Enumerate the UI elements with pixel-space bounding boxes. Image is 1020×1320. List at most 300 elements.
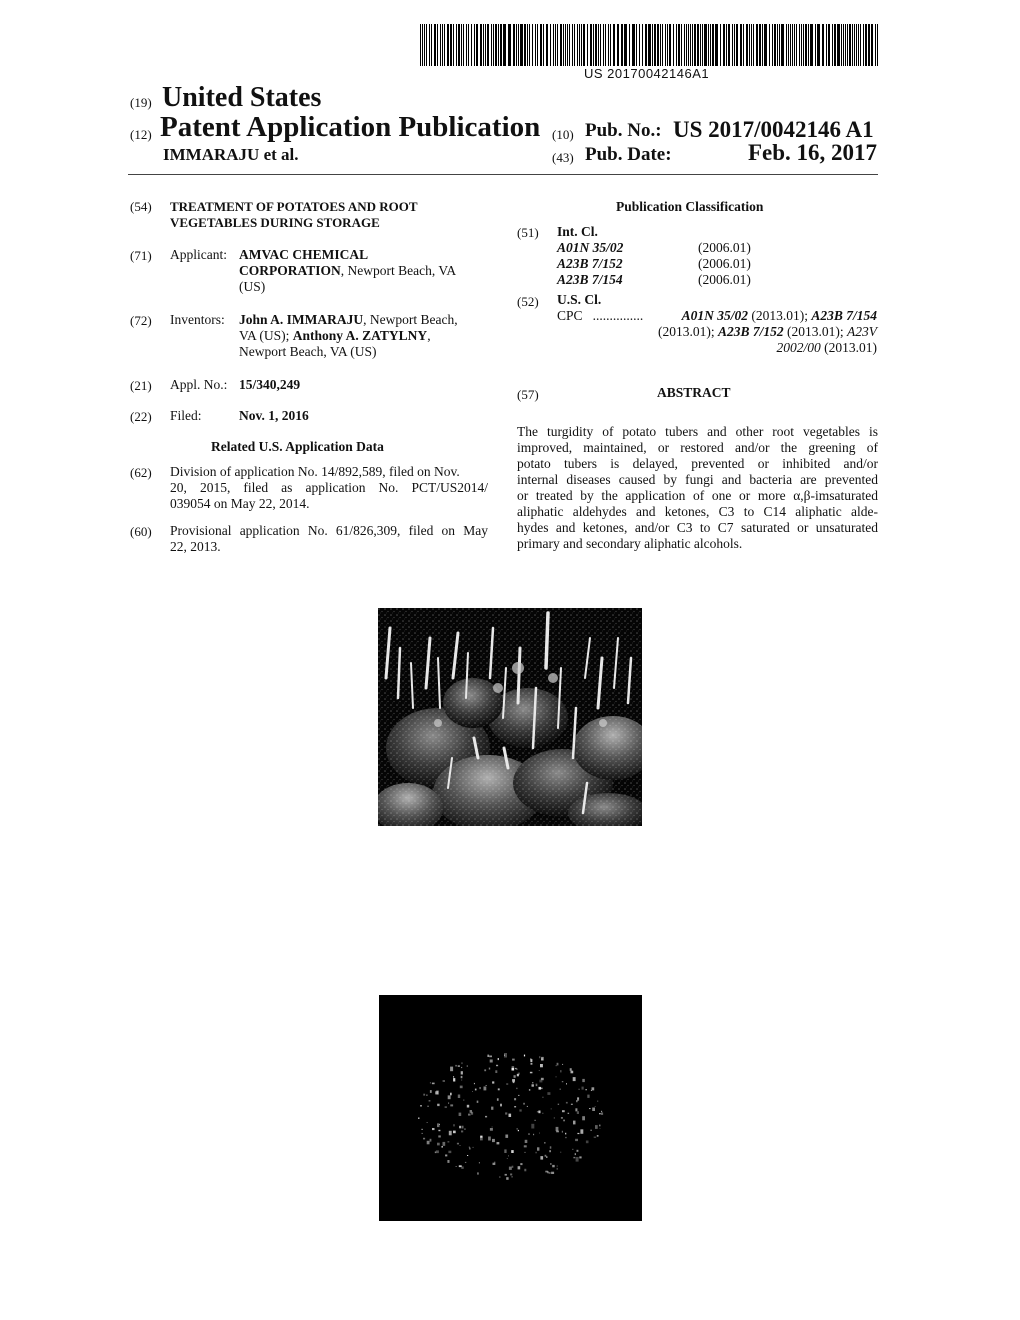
speckle xyxy=(458,1095,460,1099)
speckle xyxy=(516,1068,517,1070)
barcode-bar xyxy=(828,24,830,66)
barcode-bar xyxy=(843,24,844,66)
barcode-bar xyxy=(665,24,666,66)
speckle xyxy=(500,1104,502,1107)
speckle xyxy=(453,1076,454,1078)
barcode-bar xyxy=(854,24,855,66)
speckle xyxy=(560,1152,561,1153)
code-51: (51) xyxy=(517,225,539,240)
speckle xyxy=(579,1156,581,1158)
barcode-bar xyxy=(817,24,820,66)
speckle xyxy=(469,1147,470,1148)
speckle xyxy=(519,1109,521,1111)
barcode-bar xyxy=(553,24,554,66)
barcode-bar xyxy=(537,24,538,66)
speckle xyxy=(422,1133,423,1134)
speckle xyxy=(533,1134,534,1135)
barcode-bar xyxy=(772,24,773,66)
barcode-bar xyxy=(632,24,635,66)
barcode-bar xyxy=(639,24,640,66)
inventor-post-2: , xyxy=(427,328,431,343)
speckle xyxy=(432,1083,435,1085)
speckle xyxy=(577,1150,579,1152)
speckle xyxy=(573,1077,576,1081)
speckle xyxy=(544,1142,545,1144)
barcode-bar xyxy=(684,24,685,66)
speckle xyxy=(490,1128,493,1131)
barcode-bar xyxy=(500,24,502,66)
speckle xyxy=(552,1165,555,1167)
barcode-bar xyxy=(822,24,824,66)
speckle xyxy=(597,1101,598,1102)
speckle xyxy=(488,1137,491,1141)
int-cl-date-3: (2006.01) xyxy=(698,272,751,287)
speckle xyxy=(448,1141,450,1142)
barcode-bar xyxy=(555,24,556,66)
speckle xyxy=(461,1076,463,1078)
barcode-bar xyxy=(503,24,506,66)
speckle xyxy=(589,1108,591,1109)
barcode-bar xyxy=(694,24,696,66)
speckle xyxy=(450,1093,452,1096)
barcode-bar xyxy=(700,24,701,66)
speckle xyxy=(580,1129,583,1134)
barcode-bar xyxy=(468,24,469,66)
speckle xyxy=(540,1064,543,1067)
speckle xyxy=(447,1160,449,1163)
barcode-bar xyxy=(688,24,689,66)
speckle xyxy=(450,1067,453,1072)
speckle xyxy=(550,1163,551,1165)
speckle xyxy=(594,1137,596,1139)
speckle xyxy=(473,1147,474,1148)
speckle xyxy=(495,1070,497,1073)
speckle xyxy=(506,1177,508,1180)
speckle xyxy=(489,1068,490,1070)
speckle xyxy=(527,1106,528,1107)
speckle xyxy=(420,1105,422,1106)
potato-section-image xyxy=(379,995,642,1221)
barcode-bar xyxy=(781,24,784,66)
barcode-bar xyxy=(610,24,611,66)
speckle xyxy=(595,1106,596,1107)
barcode-bar xyxy=(429,24,430,66)
speckle xyxy=(599,1125,601,1127)
barcode-bar xyxy=(493,24,494,66)
speckle xyxy=(465,1162,466,1163)
speckle xyxy=(421,1129,422,1130)
speckle xyxy=(531,1124,534,1129)
speckle xyxy=(430,1090,432,1093)
speckle xyxy=(556,1066,557,1067)
barcode-bar xyxy=(796,24,797,66)
speckle xyxy=(427,1122,428,1123)
barcode-bar xyxy=(463,24,464,66)
speckle xyxy=(582,1116,585,1120)
speckle xyxy=(458,1065,460,1067)
barcode-bar xyxy=(868,24,870,66)
code-54: (54) xyxy=(130,199,152,214)
speckle xyxy=(506,1083,508,1085)
provisional-line-1: Provisional application No. 61/826,309, filed on May xyxy=(170,523,488,538)
barcode-bar xyxy=(431,24,432,66)
speckle xyxy=(469,1148,470,1150)
speckle xyxy=(461,1067,462,1068)
speckle xyxy=(582,1079,585,1082)
speckle xyxy=(512,1166,514,1168)
barcode-bar xyxy=(786,24,787,66)
speckle xyxy=(430,1139,432,1142)
speckle xyxy=(467,1155,468,1156)
barcode-bar xyxy=(704,24,707,66)
code-10: (10) xyxy=(552,127,574,142)
barcode-bar xyxy=(577,24,578,66)
speckle xyxy=(562,1064,563,1065)
barcode-bar xyxy=(676,24,677,66)
code-22: (22) xyxy=(130,409,152,424)
int-cl-label: Int. Cl. xyxy=(557,224,598,239)
barcode-bar xyxy=(485,24,486,66)
speckle xyxy=(562,1110,565,1112)
cpc-class-1: A01N 35/02 xyxy=(681,308,748,323)
speckle xyxy=(490,1060,493,1063)
speckle xyxy=(456,1166,457,1167)
barcode-bar xyxy=(590,24,592,66)
speckle xyxy=(577,1111,579,1114)
speckle xyxy=(432,1128,435,1130)
barcode-bar xyxy=(712,24,714,66)
speckle xyxy=(498,1088,500,1090)
speckle xyxy=(514,1075,516,1078)
speckle xyxy=(497,1142,500,1144)
speckle xyxy=(539,1133,540,1134)
cpc-dots: ............... xyxy=(592,308,644,323)
speckle xyxy=(573,1157,575,1158)
barcode-bar xyxy=(690,24,691,66)
barcode-bar xyxy=(461,24,462,66)
speckle xyxy=(537,1111,539,1112)
barcode-bar xyxy=(734,24,735,66)
speckle xyxy=(492,1081,494,1083)
speckle xyxy=(560,1070,562,1072)
speckle xyxy=(489,1056,492,1058)
speckle xyxy=(428,1106,429,1107)
speckle xyxy=(474,1083,475,1084)
barcode-bar xyxy=(697,24,699,66)
speckle xyxy=(577,1133,579,1134)
speckle xyxy=(511,1150,514,1153)
speckle xyxy=(571,1071,574,1074)
cpc-date-4: (2013.01) xyxy=(824,340,877,355)
speckle xyxy=(573,1121,576,1125)
abstract-line-6: aliphatic aldehydes and ketones, C3 to C14 aliphatic alde- xyxy=(517,504,878,519)
speckle xyxy=(436,1150,439,1153)
speckle xyxy=(426,1095,427,1096)
speckle xyxy=(423,1094,425,1096)
speckle xyxy=(499,1176,500,1178)
cpc-class-3: A23B 7/152 xyxy=(717,324,784,339)
speckle xyxy=(518,1095,519,1096)
speckle xyxy=(512,1079,515,1082)
barcode-bar xyxy=(847,24,848,66)
barcode-bar xyxy=(426,24,427,66)
speckle xyxy=(520,1163,522,1165)
speckle xyxy=(477,1172,479,1174)
int-cl-class-3: A23B 7/154 xyxy=(557,272,623,287)
barcode-bar xyxy=(508,24,511,66)
speckle xyxy=(547,1171,548,1173)
speckle xyxy=(529,1089,530,1091)
speckle xyxy=(525,1152,526,1153)
speckle xyxy=(566,1083,567,1084)
speckle xyxy=(597,1135,599,1137)
barcode-bar xyxy=(474,24,475,66)
barcode-bar xyxy=(587,24,588,66)
speckle xyxy=(536,1085,537,1086)
applicant-address: , Newport Beach, VA xyxy=(340,263,457,278)
pub-date-label: Pub. Date: xyxy=(585,144,672,165)
speckle xyxy=(468,1114,471,1116)
speckle xyxy=(599,1113,601,1114)
barcode-bar xyxy=(560,24,562,66)
barcode-bar xyxy=(569,24,570,66)
speckle xyxy=(549,1150,551,1152)
barcode-bar xyxy=(629,24,630,66)
speckle xyxy=(534,1120,535,1121)
barcode-bar xyxy=(858,24,859,66)
related-data-title: Related U.S. Application Data xyxy=(211,439,384,454)
filed-label: Filed: xyxy=(170,408,202,423)
barcode-bar xyxy=(728,24,730,66)
speckle xyxy=(497,1098,499,1101)
speckle xyxy=(427,1141,430,1145)
barcode-bar xyxy=(790,24,791,66)
speckle xyxy=(556,1076,557,1077)
speckle xyxy=(530,1059,532,1062)
barcode-bar xyxy=(708,24,709,66)
speckle xyxy=(453,1078,455,1081)
speckle xyxy=(563,1120,564,1122)
barcode-bar xyxy=(543,24,544,66)
speckle xyxy=(438,1135,441,1137)
barcode-bar xyxy=(779,24,780,66)
barcode-bar xyxy=(815,24,816,66)
barcode-bar xyxy=(608,24,609,66)
speckle xyxy=(460,1086,463,1089)
barcode-bar xyxy=(875,24,876,66)
speckle xyxy=(550,1146,552,1148)
barcode-bar xyxy=(527,24,528,66)
speckle xyxy=(524,1169,526,1172)
speckle xyxy=(491,1107,493,1110)
code-43: (43) xyxy=(552,150,574,165)
speckle xyxy=(512,1059,515,1061)
speckle xyxy=(475,1089,477,1091)
speckle xyxy=(557,1168,558,1170)
barcode-bar xyxy=(574,24,575,66)
speckle xyxy=(582,1087,584,1090)
barcode-bar xyxy=(834,24,836,66)
applicant-name-1: AMVAC CHEMICAL xyxy=(239,247,369,262)
barcode-bar xyxy=(422,24,423,66)
barcode-bar xyxy=(710,24,711,66)
cpc-date-3: (2013.01); xyxy=(787,324,844,339)
barcode-bar xyxy=(788,24,789,66)
abstract-line-1: The turgidity of potato tubers and other root vegetables is xyxy=(517,424,878,439)
barcode-bar xyxy=(617,24,619,66)
barcode-graphic xyxy=(420,24,878,66)
barcode-bar xyxy=(799,24,800,66)
speckle xyxy=(484,1087,487,1091)
title-line-2: VEGETABLES DURING STORAGE xyxy=(170,215,380,230)
barcode-bar xyxy=(565,24,566,66)
cpc-date-1: (2013.01); xyxy=(751,308,808,323)
speckle xyxy=(566,1102,568,1104)
abstract-line-4: internal diseases caused by fungi and bacteria are prevented xyxy=(517,472,878,487)
barcode-bar xyxy=(732,24,733,66)
speckle xyxy=(601,1112,603,1115)
int-cl-date-2: (2006.01) xyxy=(698,256,751,271)
speckle xyxy=(595,1125,598,1129)
inventor-line-3: Newport Beach, VA (US) xyxy=(239,344,377,359)
barcode-bar xyxy=(532,24,533,66)
cpc-line-1 xyxy=(557,308,877,324)
speckle xyxy=(579,1089,580,1090)
speckle xyxy=(556,1127,559,1131)
speckle xyxy=(586,1141,589,1144)
speckle xyxy=(562,1131,563,1133)
speckle xyxy=(565,1133,566,1135)
barcode-bar xyxy=(437,24,438,66)
speckle xyxy=(467,1105,469,1108)
speckle xyxy=(514,1098,516,1100)
speckle xyxy=(517,1128,518,1130)
speckle xyxy=(558,1104,559,1105)
speckle xyxy=(551,1109,552,1110)
speckle xyxy=(566,1137,567,1138)
barcode-bar xyxy=(660,24,661,66)
speckle xyxy=(498,1058,499,1060)
speckle xyxy=(540,1156,543,1160)
inventors-label: Inventors: xyxy=(170,312,225,327)
inventor-line-2 xyxy=(239,328,431,344)
barcode-bar xyxy=(865,24,867,66)
barcode-bar xyxy=(603,24,604,66)
barcode-bar xyxy=(424,24,425,66)
barcode-bar xyxy=(583,24,585,66)
division-line-1: Division of application No. 14/892,589, filed on Nov. xyxy=(170,464,460,479)
cpc-line-3 xyxy=(557,340,877,356)
speckle xyxy=(570,1068,572,1071)
speckle xyxy=(448,1095,451,1099)
pub-no: US 2017/0042146 A1 xyxy=(673,117,874,142)
speckle xyxy=(435,1152,436,1154)
barcode-bar xyxy=(753,24,754,66)
applicant-line-2 xyxy=(239,263,456,279)
speckle xyxy=(509,1114,512,1117)
provisional-line-2: 22, 2013. xyxy=(170,539,221,554)
barcode-bar xyxy=(444,24,445,66)
cpc-prefix xyxy=(557,308,643,324)
speckle xyxy=(512,1176,513,1177)
speckle xyxy=(505,1112,507,1114)
speckle xyxy=(486,1085,487,1086)
division-line-3: 039054 on May 22, 2014. xyxy=(170,496,310,511)
barcode-bar xyxy=(863,24,864,66)
barcode-bar xyxy=(621,24,623,66)
barcode-bar xyxy=(420,24,421,66)
barcode-bar xyxy=(605,24,606,66)
speckle xyxy=(467,1065,468,1066)
speckle xyxy=(438,1130,440,1131)
barcode-bar xyxy=(849,24,851,66)
speckle xyxy=(441,1146,443,1148)
speckle xyxy=(556,1131,559,1133)
country-title: United States xyxy=(162,82,322,113)
speckle xyxy=(463,1100,464,1101)
speckle xyxy=(512,1068,515,1071)
barcode-bar xyxy=(567,24,568,66)
barcode-bar xyxy=(581,24,582,66)
abstract-line-5: or treated by the application of one or more α,β-imsaturated xyxy=(517,488,878,503)
speckle xyxy=(542,1097,544,1098)
potato-section-photo xyxy=(379,995,642,1221)
speckle xyxy=(443,1080,445,1082)
code-60: (60) xyxy=(130,524,152,539)
speckle xyxy=(557,1063,559,1066)
barcode-bar xyxy=(764,24,767,66)
barcode-bar xyxy=(669,24,671,66)
code-19: (19) xyxy=(130,95,152,110)
abstract-line-2: improved, maintained, or restored and/or the greening of xyxy=(517,440,878,455)
speckle xyxy=(518,1166,521,1169)
speckle xyxy=(494,1162,495,1164)
barcode-bar xyxy=(450,24,452,66)
barcode-bar xyxy=(442,24,443,66)
speckle xyxy=(437,1143,440,1146)
barcode-bar xyxy=(667,24,668,66)
speckle xyxy=(591,1130,592,1131)
cpc-label: CPC xyxy=(557,308,583,323)
speckle xyxy=(505,1174,507,1176)
speckle xyxy=(445,1155,447,1157)
barcode-bar xyxy=(681,24,682,66)
barcode-bar xyxy=(529,24,530,66)
speckle xyxy=(492,1139,495,1142)
speckle xyxy=(509,1167,512,1170)
inventor-address-1: , Newport Beach, xyxy=(363,312,458,327)
abstract-title: ABSTRACT xyxy=(657,385,731,400)
publication-type: Patent Application Publication xyxy=(160,111,541,143)
appl-no-value: 15/340,249 xyxy=(239,377,301,392)
barcode-bar xyxy=(726,24,727,66)
speckle xyxy=(568,1113,570,1114)
speckle xyxy=(445,1106,447,1108)
speckle xyxy=(437,1123,440,1127)
barcode-bar xyxy=(524,24,526,66)
barcode-bar xyxy=(598,24,599,66)
cpc-date-2: (2013.01); xyxy=(657,324,715,339)
barcode-bar xyxy=(495,24,497,66)
barcode-bar xyxy=(535,24,536,66)
speckle xyxy=(461,1062,463,1064)
barcode-bar xyxy=(860,24,861,66)
barcode-bar xyxy=(476,24,478,66)
applicant-label: Applicant: xyxy=(170,247,227,262)
barcode-bar xyxy=(518,24,519,66)
barcode-bar xyxy=(845,24,846,66)
barcode-bar xyxy=(736,24,738,66)
